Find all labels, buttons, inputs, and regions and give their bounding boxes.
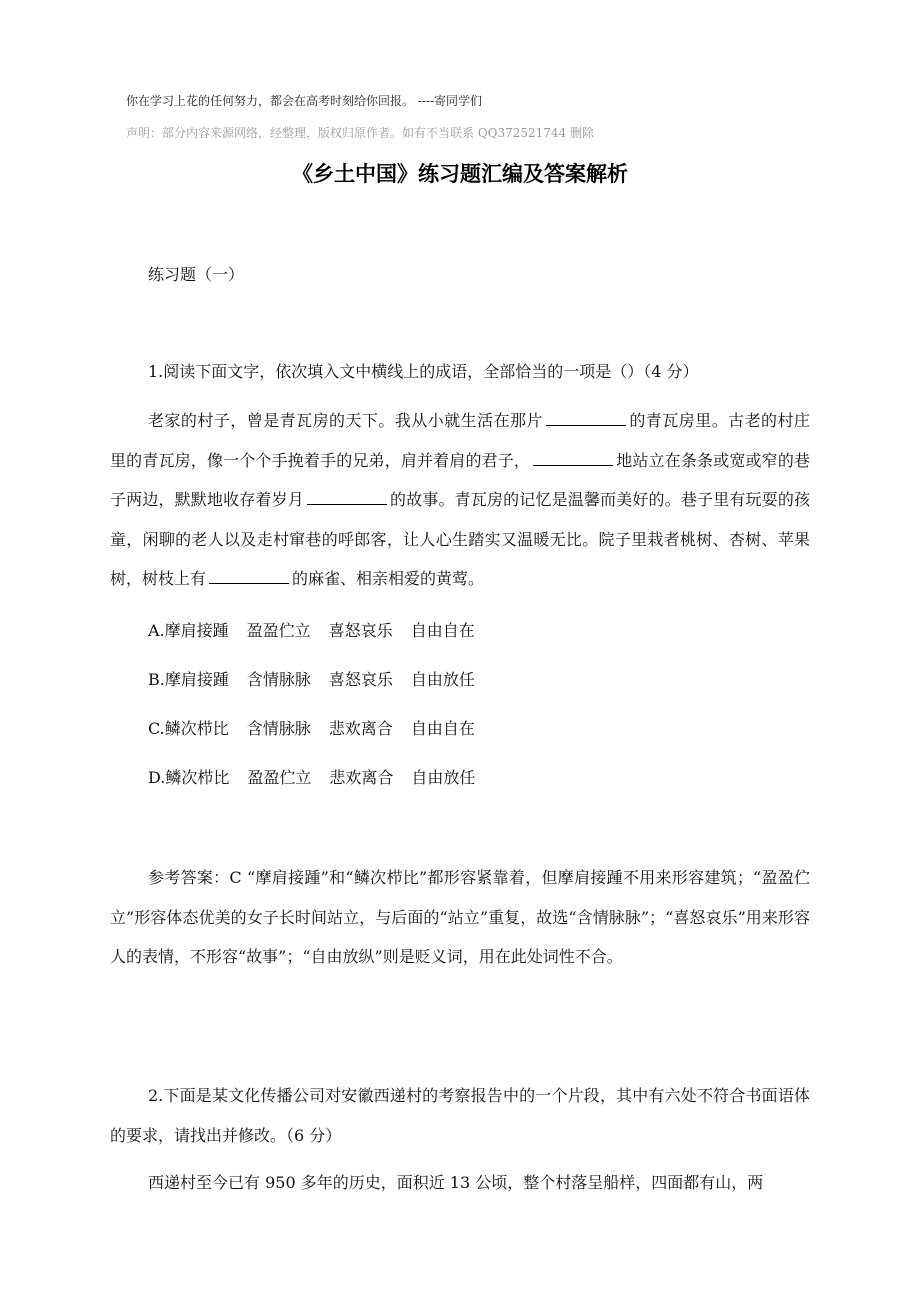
option-word: 盈盈伫立 [246, 621, 311, 640]
option-word: 悲欢离合 [329, 768, 394, 787]
question-2-passage: 西递村至今已有 950 多年的历史，面积近 13 公顷，整个村落呈船样，四面都有山，两 [148, 1173, 764, 1192]
option-word: 含情脉脉 [246, 719, 311, 738]
option-word: 悲欢离合 [328, 719, 393, 738]
document-title: 《乡土中国》练习题汇编及答案解析 [292, 161, 628, 186]
passage-segment-2: 的青瓦房里。古老的村庄里的青瓦房，像一个个手挽着手的兄弟，肩并着肩的君子， [110, 411, 810, 470]
option-word: 鳞次栉比 [164, 719, 229, 738]
question-2-prompt: 2.下面是某文化传播公司对安徽西递村的考察报告中的一个片段，其中有六处不符合书面语体的要求，请找出并修改。（6 分） [110, 1086, 810, 1145]
fill-blank-4 [209, 569, 289, 584]
passage-segment-5: 的麻雀、相亲相爱的黄莺。 [292, 569, 485, 588]
option-word: 喜怒哀乐 [328, 621, 393, 640]
option-word: 盈盈伫立 [247, 768, 312, 787]
option-word: 鳞次栉比 [165, 768, 230, 787]
question-1-passage [110, 401, 810, 599]
option-word: 自由自在 [410, 719, 475, 738]
question-1-answer: 参考答案：C “摩肩接踵”和“鳞次栉比”都形容紧靠着，但摩肩接踵不用来形容建筑；“盈盈伫立”形容体态优美的女子长时间站立，与后面的“站立”重复，故选“含情脉脉”；“喜怒哀乐”用来形容人的表情，不形容“故事”；“自由放纵”则是贬义词，用在此处词性不合。 [110, 868, 810, 966]
option-a [148, 618, 475, 641]
option-letter: A. [148, 621, 165, 640]
fill-blank-2 [533, 451, 613, 466]
option-letter: D. [148, 768, 166, 787]
fill-blank-1 [546, 411, 626, 426]
passage-segment-4: 的故事。青瓦房的记忆是温馨而美好的。巷子里有玩耍的孩童，闲聊的老人以及走村窜巷的呼郎客，让人心生踏实又温暖无比。院子里栽者桃树、杏树、苹果树，树枝上有 [110, 490, 810, 588]
option-letter: C. [148, 719, 165, 738]
option-word: 自由放任 [411, 768, 476, 787]
option-b [148, 667, 475, 690]
passage-segment-3: 地站立在条条或宽或窄的巷子两边，默默地收存着岁月 [110, 450, 810, 509]
option-word: 自由放任 [410, 670, 475, 689]
option-c [148, 716, 475, 739]
option-word: 喜怒哀乐 [328, 670, 393, 689]
header-motto: 你在学习上花的任何努力，都会在高考时刻给你回报。 ----寄同学们 [126, 94, 483, 108]
fill-blank-3 [307, 490, 387, 505]
header-disclaimer: 声明：部分内容来源网络，经整理，版权归原作者。如有不当联系 QQ372521744 删除 [126, 126, 595, 140]
option-d [148, 765, 475, 788]
option-word: 摩肩接踵 [164, 670, 229, 689]
option-letter: B. [148, 670, 165, 689]
passage-segment-1: 老家的村子，曾是青瓦房的天下。我从小就生活在那片 [148, 411, 543, 430]
option-word: 摩肩接踵 [164, 621, 229, 640]
option-word: 自由自在 [410, 621, 475, 640]
section-heading: 练习题（一） [148, 265, 245, 284]
option-word: 含情脉脉 [246, 670, 311, 689]
question-1-prompt: 1.阅读下面文字，依次填入文中横线上的成语，全部恰当的一项是（）（4 分） [148, 362, 699, 381]
